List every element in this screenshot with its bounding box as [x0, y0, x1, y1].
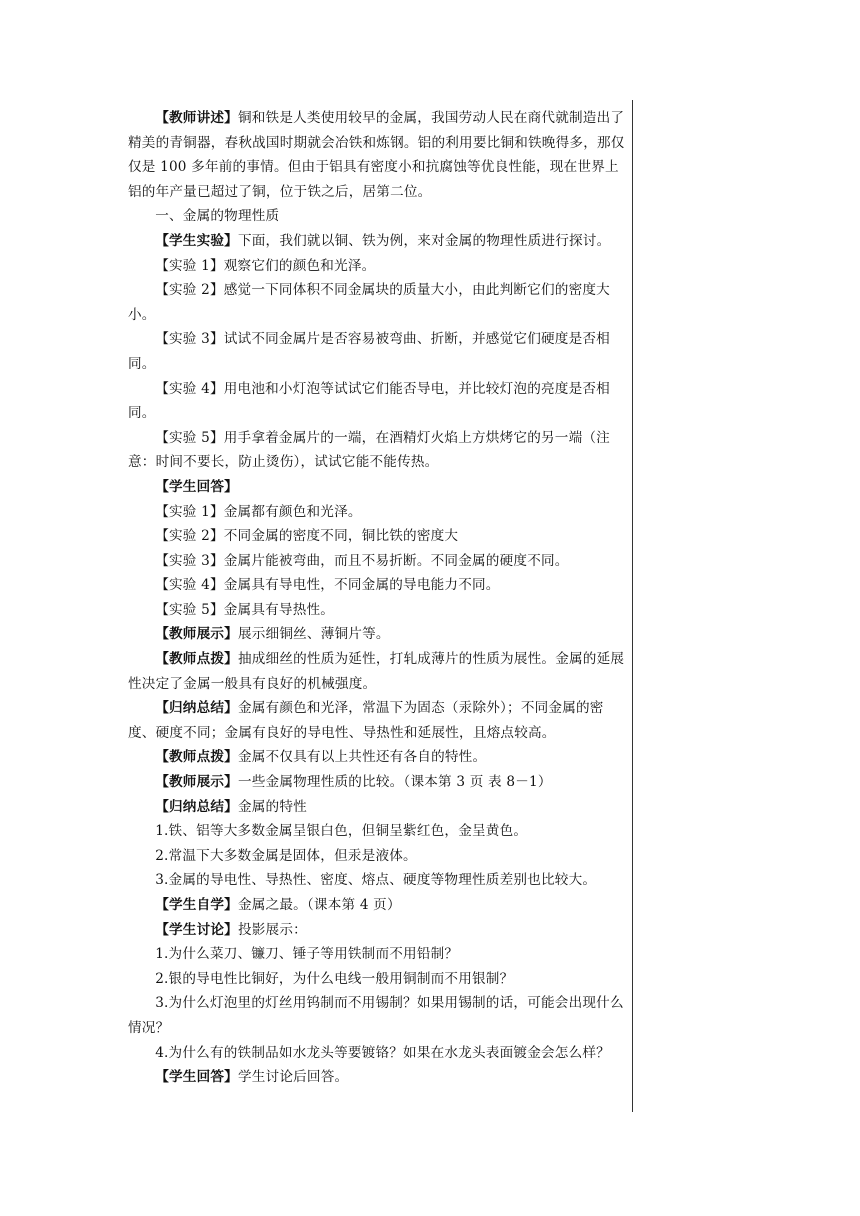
paragraph-text: 金属不仅具有以上共性还有各自的特性。 — [237, 749, 487, 766]
question-1 — [128, 942, 626, 967]
paragraph-text: 【实验 4】金属具有导电性，不同金属的导电能力不同。 — [155, 577, 500, 594]
paragraph-text: 铜和铁是人类使用较早的金属，我国劳动人民在商代就制造出了精美的青铜器，春秋战国时期就会冶铁和炼钢。铝的利用要比铜和铁晚得多，那仅仅是 100 多年前的事情。但由于铝具有密度小和抗腐蚀等优良性能，现在世界上铝的年产量已超过了铜，位于铁之后，居第二位。 — [128, 110, 625, 200]
paragraph-text: 4.为什么有的铁制品如水龙头等要镀铬？如果在水龙头表面镀金会怎么样？ — [155, 1044, 610, 1061]
paragraph-text: 【实验 1】金属都有颜色和光泽。 — [155, 503, 362, 520]
answer-1 — [128, 500, 626, 525]
experiment-4 — [128, 377, 626, 426]
paragraph-discussion — [128, 918, 626, 943]
experiment-2 — [128, 278, 626, 327]
paragraph-text: 金属的特性 — [237, 798, 307, 815]
paragraph-text: 金属之最。（课本第 4 页） — [237, 897, 401, 913]
paragraph-text: 投影展示： — [237, 921, 307, 938]
paragraph-summary-2 — [128, 795, 626, 820]
paragraph-text: 【实验 5】用手拿着金属片的一端，在酒精灯火焰上方烘烤它的另一端（注意：时间不要长，防止烫伤），试试它能不能传热。 — [128, 429, 610, 471]
paragraph-teacher-narration — [128, 106, 626, 204]
paragraph-text: 【实验 2】感觉一下同体积不同金属块的质量大小，由此判断它们的密度大小。 — [128, 282, 610, 323]
paragraph-text: 展示细铜丝、薄铜片等。 — [237, 626, 390, 643]
answer-5 — [128, 598, 626, 623]
bold-label: 【学生自学】 — [155, 897, 238, 913]
paragraph-text: 金属有颜色和光泽，常温下为固态（汞除外）；不同金属的密度、硬度不同；金属有良好的导电性、导热性和延展性，且熔点较高。 — [128, 700, 604, 741]
experiment-1 — [128, 254, 626, 279]
paragraph-text: 3.为什么灯泡里的灯丝用钨制而不用锡制？如果用锡制的话，可能会出现什么情况？ — [128, 995, 624, 1036]
bold-label: 【教师展示】 — [155, 774, 238, 791]
experiment-5 — [128, 426, 626, 475]
table-border-line — [632, 100, 633, 1112]
paragraph-teacher-demo-2 — [128, 770, 626, 795]
paragraph-text: 【实验 3】金属片能被弯曲，而且不易折断。不同金属的硬度不同。 — [155, 552, 569, 569]
property-item-1 — [128, 819, 626, 844]
property-item-3 — [128, 868, 626, 893]
paragraph-teacher-guidance-2 — [128, 745, 626, 770]
bold-label: 【归纳总结】 — [155, 798, 238, 815]
paragraph-text: 一些金属物理性质的比较。（课本第 3 页 表 8－1） — [237, 774, 552, 791]
bold-label: 【学生回答】 — [155, 478, 238, 495]
paragraph-text: 1.铁、铝等大多数金属呈银白色，但铜呈紫红色，金呈黄色。 — [155, 823, 528, 840]
experiment-3 — [128, 327, 626, 376]
paragraph-text: 2.银的导电性比铜好，为什么电线一般用铜制而不用银制？ — [155, 970, 514, 987]
section-heading — [128, 204, 626, 229]
paragraph-text: 【实验 5】金属具有导热性。 — [155, 601, 335, 618]
paragraph-student-answer — [128, 1065, 626, 1090]
question-4 — [128, 1041, 626, 1066]
paragraph-teacher-guidance — [128, 647, 626, 696]
question-3 — [128, 991, 626, 1040]
paragraph-text: 抽成细丝的性质为延性，打轧成薄片的性质为展性。金属的延展性决定了金属一般具有良好的机械强度。 — [128, 651, 625, 692]
paragraph-self-study — [128, 893, 626, 918]
paragraph-text: 2.常温下大多数金属是固体，但汞是液体。 — [155, 847, 417, 864]
lesson-content — [128, 106, 626, 1090]
bold-label: 【学生讨论】 — [155, 921, 238, 938]
paragraph-text: 一、金属的物理性质 — [155, 208, 280, 225]
bold-label: 【学生实验】 — [155, 232, 238, 249]
paragraph-text: 【实验 4】用电池和小灯泡等试试它们能否导电，并比较灯泡的亮度是否相同。 — [128, 380, 610, 422]
paragraph-teacher-demo — [128, 622, 626, 647]
bold-label: 【教师展示】 — [155, 626, 238, 643]
paragraph-text: 下面，我们就以铜、铁为例，来对金属的物理性质进行探讨。 — [237, 232, 611, 249]
paragraph-text: 【实验 3】试试不同金属片是否容易被弯曲、折断，并感觉它们硬度是否相同。 — [128, 331, 610, 372]
bold-label: 【归纳总结】 — [155, 700, 238, 717]
paragraph-text: 学生讨论后回答。 — [237, 1069, 349, 1086]
bold-label: 【教师点拨】 — [155, 651, 238, 668]
question-2 — [128, 967, 626, 992]
property-item-2 — [128, 844, 626, 869]
paragraph-text: 【实验 2】不同金属的密度不同，铜比铁的密度大 — [155, 528, 459, 545]
answer-3 — [128, 549, 626, 574]
paragraph-student-experiment — [128, 229, 626, 254]
bold-label: 【教师点拨】 — [155, 749, 238, 766]
paragraph-text: 1.为什么菜刀、镰刀、锤子等用铁制而不用铅制？ — [155, 946, 459, 963]
paragraph-text: 3.金属的导电性、导热性、密度、熔点、硬度等物理性质差别也比较大。 — [155, 872, 597, 889]
bold-label: 【学生回答】 — [155, 1069, 238, 1086]
bold-label: 【教师讲述】 — [155, 110, 238, 126]
paragraph-text: 【实验 1】观察它们的颜色和光泽。 — [155, 257, 376, 274]
paragraph-summary — [128, 696, 626, 745]
answer-4 — [128, 573, 626, 598]
paragraph-student-answer-label — [128, 475, 626, 500]
answer-2 — [128, 524, 626, 549]
